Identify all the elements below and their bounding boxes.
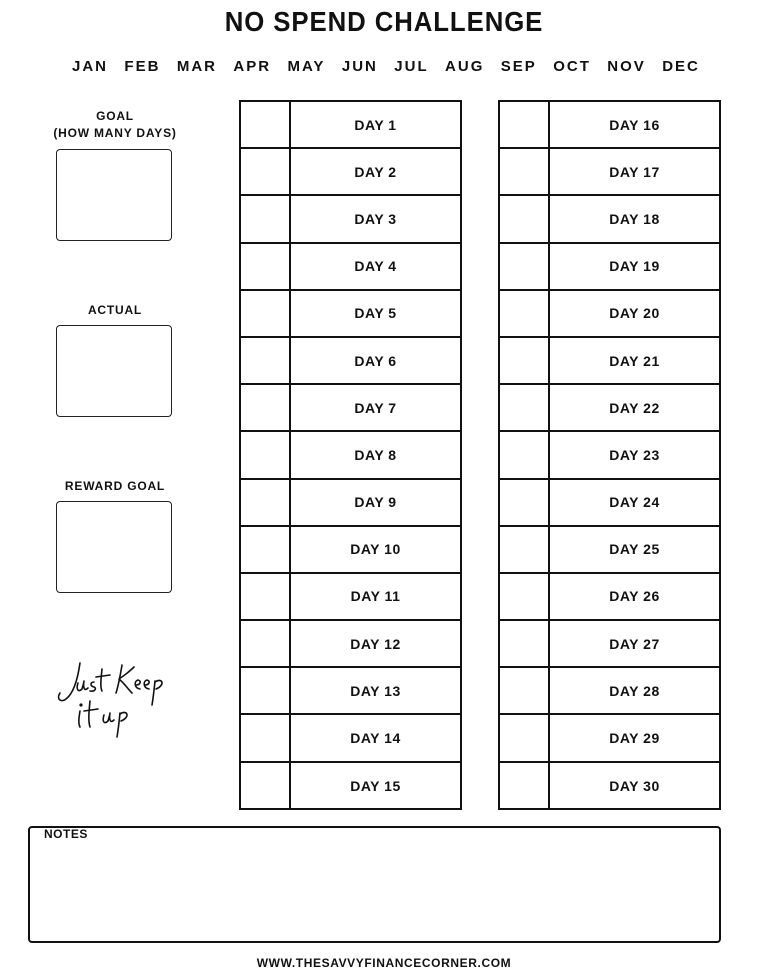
day-row xyxy=(500,149,719,196)
day-checkbox[interactable] xyxy=(500,574,550,619)
day-row xyxy=(241,244,460,291)
month-sep[interactable]: SEP xyxy=(500,58,537,75)
day-label: DAY 4 xyxy=(354,258,397,275)
day-row xyxy=(241,668,460,715)
day-checkbox[interactable] xyxy=(500,244,550,289)
day-row xyxy=(241,291,460,338)
day-row xyxy=(241,715,460,762)
day-label: DAY 7 xyxy=(354,399,397,416)
notes-box[interactable] xyxy=(28,826,721,943)
day-row xyxy=(500,480,719,527)
day-checkbox[interactable] xyxy=(500,668,550,713)
day-row xyxy=(241,763,460,810)
reward-goal-input-box[interactable] xyxy=(56,501,172,593)
day-label: DAY 25 xyxy=(609,541,660,558)
goal-label-line1: GOAL xyxy=(96,109,134,123)
day-label: DAY 19 xyxy=(609,258,660,275)
month-apr[interactable]: APR xyxy=(233,58,272,75)
day-label: DAY 27 xyxy=(609,635,660,652)
day-row xyxy=(241,338,460,385)
day-row xyxy=(241,480,460,527)
day-checkbox[interactable] xyxy=(241,574,291,619)
day-checkbox[interactable] xyxy=(500,480,550,525)
day-label: DAY 18 xyxy=(609,210,660,227)
day-label: DAY 30 xyxy=(609,778,660,795)
day-checkbox[interactable] xyxy=(241,480,291,525)
day-row xyxy=(241,432,460,479)
day-label: DAY 28 xyxy=(609,682,660,699)
day-label: DAY 12 xyxy=(350,635,401,652)
reward-goal-label: REWARD GOAL xyxy=(64,479,166,493)
day-row xyxy=(500,763,719,810)
month-oct[interactable]: OCT xyxy=(553,58,591,75)
day-checkbox[interactable] xyxy=(241,432,291,477)
day-row xyxy=(500,244,719,291)
day-row xyxy=(500,432,719,479)
day-row xyxy=(500,668,719,715)
day-row xyxy=(500,385,719,432)
footer-url: WWW.THESAVVYFINANCECORNER.COM xyxy=(256,956,512,970)
day-row xyxy=(500,291,719,338)
day-label: DAY 13 xyxy=(350,682,401,699)
day-row xyxy=(500,338,719,385)
day-row xyxy=(500,621,719,668)
day-checkbox[interactable] xyxy=(500,385,550,430)
day-checkbox[interactable] xyxy=(500,102,550,147)
goal-label xyxy=(40,108,190,142)
month-nov[interactable]: NOV xyxy=(607,58,646,75)
day-checkbox[interactable] xyxy=(500,715,550,760)
day-label: DAY 29 xyxy=(609,730,660,747)
actual-label: ACTUAL xyxy=(87,303,143,317)
day-label: DAY 10 xyxy=(350,541,401,558)
day-checkbox[interactable] xyxy=(241,291,291,336)
day-checkbox[interactable] xyxy=(500,338,550,383)
tracker-days-16-30 xyxy=(498,100,721,810)
day-checkbox[interactable] xyxy=(241,102,291,147)
day-checkbox[interactable] xyxy=(241,763,291,810)
day-checkbox[interactable] xyxy=(241,196,291,241)
day-row xyxy=(241,527,460,574)
day-label: DAY 8 xyxy=(354,446,397,463)
tracker-days-1-15 xyxy=(239,100,462,810)
month-selector xyxy=(72,58,700,75)
day-row xyxy=(500,574,719,621)
day-checkbox[interactable] xyxy=(500,432,550,477)
day-checkbox[interactable] xyxy=(241,527,291,572)
month-may[interactable]: MAY xyxy=(287,58,326,75)
day-row xyxy=(500,102,719,149)
day-label: DAY 3 xyxy=(354,210,397,227)
day-label: DAY 21 xyxy=(609,352,660,369)
day-row xyxy=(241,574,460,621)
day-row xyxy=(241,385,460,432)
day-label: DAY 6 xyxy=(354,352,397,369)
day-checkbox[interactable] xyxy=(500,527,550,572)
day-checkbox[interactable] xyxy=(241,385,291,430)
day-label: DAY 5 xyxy=(354,305,397,322)
day-label: DAY 26 xyxy=(609,588,660,605)
day-label: DAY 9 xyxy=(354,494,397,511)
day-checkbox[interactable] xyxy=(241,715,291,760)
month-mar[interactable]: MAR xyxy=(176,58,217,75)
day-row xyxy=(241,621,460,668)
day-checkbox[interactable] xyxy=(500,621,550,666)
day-row xyxy=(241,196,460,243)
month-feb[interactable]: FEB xyxy=(124,58,161,75)
month-jan[interactable]: JAN xyxy=(72,58,109,75)
day-checkbox[interactable] xyxy=(500,763,550,810)
page-title: NO SPEND CHALLENGE xyxy=(224,6,544,37)
month-dec[interactable]: DEC xyxy=(662,58,700,75)
notes-label: NOTES xyxy=(44,827,88,841)
day-checkbox[interactable] xyxy=(500,291,550,336)
day-label: DAY 2 xyxy=(354,163,397,180)
day-label: DAY 15 xyxy=(350,778,401,795)
day-label: DAY 22 xyxy=(609,399,660,416)
day-label: DAY 20 xyxy=(609,305,660,322)
goal-input-box[interactable] xyxy=(56,149,172,241)
day-checkbox[interactable] xyxy=(241,338,291,383)
day-label: DAY 11 xyxy=(350,588,401,605)
month-jul[interactable]: JUL xyxy=(394,58,429,75)
day-label: DAY 1 xyxy=(354,116,397,133)
day-checkbox[interactable] xyxy=(241,244,291,289)
day-row xyxy=(241,149,460,196)
just-keep-it-up-script-art xyxy=(52,655,177,740)
day-checkbox[interactable] xyxy=(241,621,291,666)
day-row xyxy=(241,102,460,149)
day-label: DAY 24 xyxy=(609,494,660,511)
day-row xyxy=(500,527,719,574)
day-label: DAY 14 xyxy=(350,730,401,747)
goal-label-line2: (HOW MANY DAYS) xyxy=(53,126,177,140)
day-checkbox[interactable] xyxy=(241,668,291,713)
day-row xyxy=(500,196,719,243)
day-checkbox[interactable] xyxy=(500,196,550,241)
day-label: DAY 23 xyxy=(609,446,660,463)
month-aug[interactable]: AUG xyxy=(445,58,485,75)
day-checkbox[interactable] xyxy=(241,149,291,194)
day-label: DAY 16 xyxy=(609,116,660,133)
month-jun[interactable]: JUN xyxy=(341,58,378,75)
day-row xyxy=(500,715,719,762)
actual-input-box[interactable] xyxy=(56,325,172,417)
day-checkbox[interactable] xyxy=(500,149,550,194)
day-label: DAY 17 xyxy=(609,163,660,180)
